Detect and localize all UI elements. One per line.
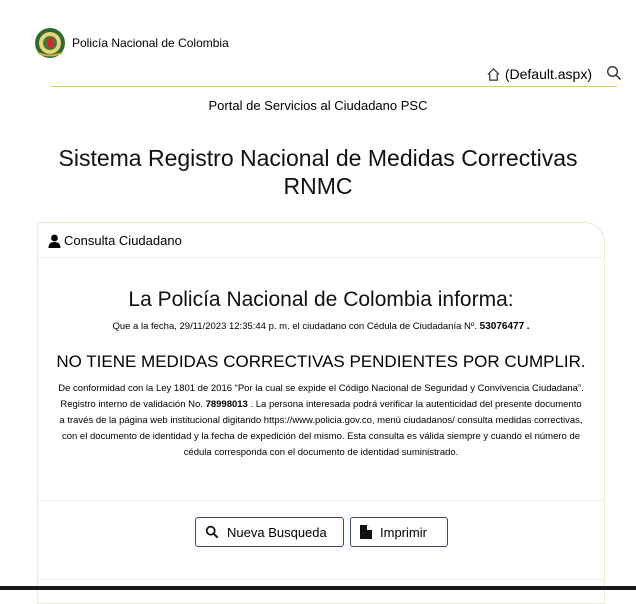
bottom-edge (0, 586, 636, 590)
header-divider (51, 86, 617, 87)
page-title (0, 144, 636, 200)
consulta-panel (37, 222, 605, 604)
query-date-line (38, 321, 604, 332)
new-search-button[interactable] (195, 517, 344, 547)
legal-text-2: . La persona interesada podrá verificar la autenticidad del presente documento a través de la página web institucional digitando https://www.policia.gov.co, menú ciudadanos/ consulta medidas correctivas, con el documento de identidad y la fecha de expedición del mismo. Esta consulta es válida siempre y cuando el número de cédula corresponda con el documento de identidad suministrado. (59, 399, 583, 458)
panel-divider-3 (38, 579, 604, 580)
brand-name: Policía Nacional de Colombia (72, 36, 229, 50)
panel-divider-2 (38, 500, 604, 501)
search-icon (205, 525, 219, 539)
police-emblem-icon (34, 27, 66, 59)
print-button[interactable] (350, 517, 448, 547)
new-search-button-label: Nueva Busqueda (227, 524, 327, 540)
user-icon (48, 234, 61, 248)
legal-text-1: De conformidad con la Ley 1801 de 2016 “Por la cual se expide el Código Nacional de Seguridad y Convivencia Ciudadana”. Registro interno de validación No. (58, 383, 584, 410)
legal-notice (58, 381, 584, 461)
home-icon (486, 67, 501, 82)
informa-heading: La Policía Nacional de Colombia informa: (128, 288, 514, 311)
query-date-suffix: . (526, 321, 530, 332)
panel-divider (38, 257, 604, 258)
status-message: NO TIENE MEDIDAS CORRECTIVAS PENDIENTES POR CUMPLIR. (56, 352, 586, 371)
print-button-label: Imprimir (380, 524, 427, 540)
site-header (0, 0, 636, 88)
panel-heading-label: Consulta Ciudadano (64, 233, 182, 248)
query-date-text: Que a la fecha, 29/11/2023 12:35:44 p. m. el ciudadano con Cédula de Ciudadanía Nº. (112, 321, 477, 332)
page-title-line1: Sistema Registro Nacional de Medidas Correctivas (58, 145, 578, 171)
page-title-line2: RNMC (283, 173, 353, 199)
search-icon[interactable] (606, 65, 622, 81)
portal-subtitle: Portal de Servicios al Ciudadano PSC (208, 98, 428, 113)
file-icon (360, 525, 372, 539)
default-page-link[interactable] (486, 66, 592, 82)
panel-heading (48, 233, 182, 248)
validation-number: 78998013 (205, 399, 248, 410)
cedula-number: 53076477 (479, 321, 525, 332)
default-page-link-label: (Default.aspx) (504, 66, 592, 82)
